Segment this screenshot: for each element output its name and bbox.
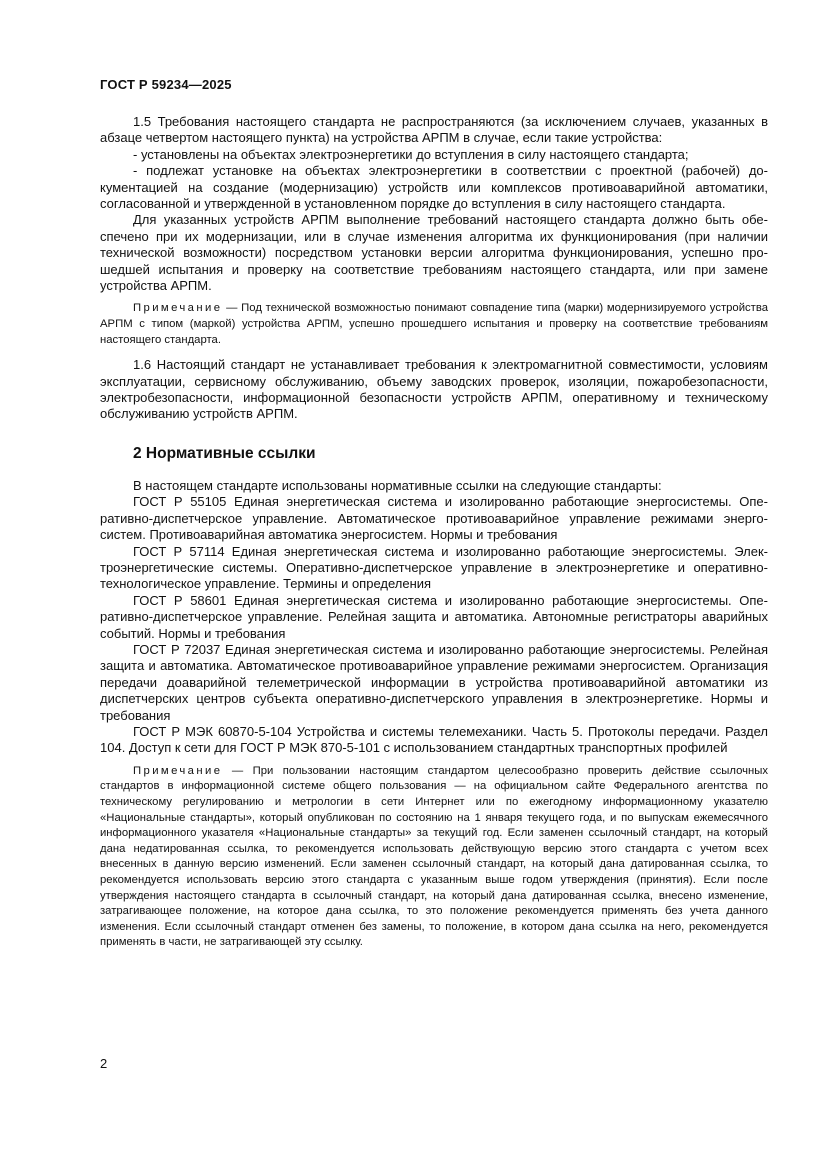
page-number: 2 [100, 1056, 108, 1071]
reference-item: ГОСТ Р 55105 Единая энергетическая система и изолированно работающие энергосистемы. Оперативно-диспетчерское управление. Автоматическое противоаварийное управление режимами энергосистем. Противоаварийная автоматика энергосистем. Нормы и требования [100, 494, 768, 543]
reference-item: ГОСТ Р 58601 Единая энергетическая система и изолированно работающие энергосистемы. Оперативно-диспетчерское управление. Релейная защита и автоматика. Автономные регистраторы аварийных событий. Нормы и требования [100, 592, 768, 641]
section-title-normative-references: 2 Нормативные ссылки [133, 444, 316, 462]
note-technical-possibility [100, 301, 768, 348]
list-item: - подлежат установке на объектах электроэнергетики в соответствии с проектной (рабочей) документацией на создание (модернизацию) устройств или комплексов противоаварийной автоматики, согласованной и утвержденной в установленном порядке до вступления в силу настоящего стандарта. [100, 163, 768, 212]
paragraph-existing-devices: Для указанных устройств АРПМ выполнение требований настоящего стандарта должно быть обеспечено при их модернизации, или в случае изменения алгоритма их функционирования (при наличии технической возможности) посредством установки версии алгоритма функционирования, успешно прошедшей испытания и проверку на соответствие требованиям настоящего стандарта, или при замене устройства АРПМ. [100, 212, 768, 294]
note-text: — Под технической возможностью понимают совпадение типа (марки) модернизируемого устройства АРПМ с типом (маркой) устройства АРПМ, успешно прошедшего испытания и проверку на соответствие требованиям настоящего стандарта. [100, 302, 768, 346]
note-text: — При пользовании настоящим стандартом целесообразно проверить действие ссылочных стандартов в информационной системе общего пользования — на официальном сайте Федерального агентства по техническому регулированию и метрологии в сети Интернет или по ежегодному информационному указателю «Национальные стандарты», который опубликован по состоянию на 1 января текущего года, и по выпускам ежемесячного информационного указателя «Национальные стандарты» за текущий год. Если заменен ссылочный стандарт, на который дана недатированная ссылка, то рекомендуется использовать действующую версию этого стандарта с учетом всех внесенных в данную версию изменений. Если заменен ссылочный стандарт, на который дана датированная ссылка, то рекомендуется использовать версию этого стандарта с указанным выше годом утверждения (принятия). Если после утверждения настоящего стандарта в ссылочный стандарт, на который дана датированная ссылка, внесено изменение, затрагивающее положение, на которое дана ссылка, то это положение рекомендуется применять без учета данного изменения. Если ссылочный стандарт отменен без замены, то положение, в котором дана ссылка на него, рекомендуется применять в части, не затрагивающей эту ссылку. [100, 764, 768, 949]
note-label: Примечание [133, 764, 223, 777]
reference-item: ГОСТ Р 72037 Единая энергетическая система и изолированно работающие энергосистемы. Релейная защита и автоматика. Автоматическое противоаварийное управление режимами энергосистем. Организация передачи доаварийной телеметрической информации в устройства противоаварийной автоматики из диспетчерских центров субъекта оперативно-диспетчерского управления в электроэнергетике. Нормы и требования [100, 641, 768, 723]
reference-item: ГОСТ Р 57114 Единая энергетическая система и изолированно работающие энергосистемы. Электроэнергетические системы. Оперативно-диспетчерское управление в электроэнергетике и оперативно-технологическое управление. Термины и определения [100, 543, 768, 592]
reference-item: ГОСТ Р МЭК 60870-5-104 Устройства и системы телемеханики. Часть 5. Протоколы передачи. Раздел 104. Доступ к сети для ГОСТ Р МЭК 870-5-101 с использованием стандартных транспортных профилей [100, 723, 768, 756]
note-label: Примечание [133, 302, 223, 315]
paragraph-1-6: 1.6 Настоящий стандарт не устанавливает требования к электромагнитной совместимости, условиям эксплуатации, сервисному обслуживанию, объему заводских проверок, изоляции, пожаробезопасности, электробезопасности, информационной безопасности устройств АРПМ, оперативному и техническому обслуживанию устройств АРПМ. [100, 357, 768, 422]
paragraph-1-5: 1.5 Требования настоящего стандарта не распространяются (за исключением случаев, указанных в абзаце четвертом настоящего пункта) на устройства АРПМ в случае, если такие устройства: [100, 114, 768, 146]
list-item: - установлены на объектах электроэнергетики до вступления в силу настоящего стандарта; [133, 146, 689, 162]
references-intro: В настоящем стандарте использованы нормативные ссылки на следующие стандарты: [133, 477, 662, 493]
note-references-usage [100, 764, 768, 951]
document-id-header: ГОСТ Р 59234—2025 [100, 77, 232, 92]
page-content [100, 114, 768, 951]
